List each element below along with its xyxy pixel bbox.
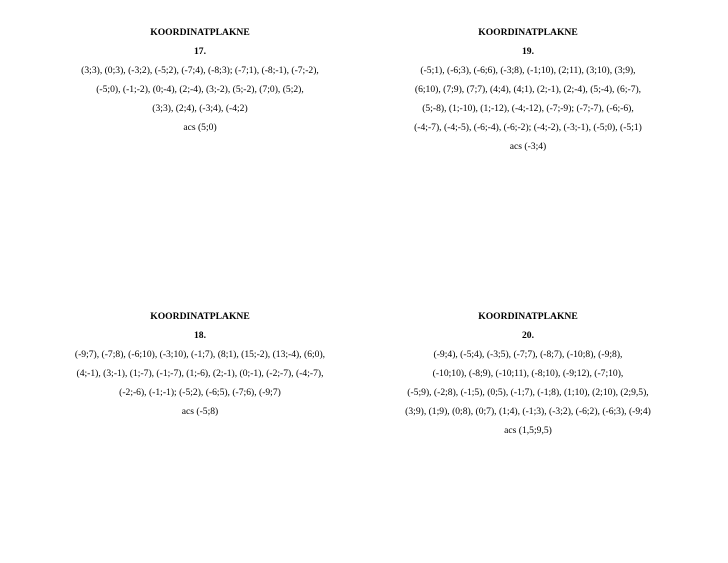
coordinates-line: (-2;-6), (-1;-1); (-5;2), (-6;5), (-7;6), (-9;7) [119, 387, 281, 398]
coordinates-line: (-4;-7), (-4;-5), (-6;-4), (-6;-2); (-4;-2), (-3;-1), (-5;0), (-5;1) [414, 122, 642, 133]
coordinates-line: (-5;1), (-6;3), (-6;6), (-3;8), (-1;10), (2;11), (3;10), (3;9), [420, 65, 636, 76]
worksheet-18 [30, 307, 370, 421]
coordinates-line: (3;3), (2;4), (-3;4), (-4;2) [152, 103, 248, 114]
eye-coordinate: acs (-3;4) [509, 141, 547, 152]
worksheet-19 [358, 23, 698, 156]
worksheet-title: KOORDINATPLAKNE [150, 311, 250, 322]
worksheet-20 [358, 307, 698, 440]
coordinates-line: (5;-8), (1;-10), (1;-12), (-4;-12), (-7;-9); (-7;-7), (-6;-6), [422, 103, 634, 114]
coordinates-line: (-9;4), (-5;4), (-3;5), (-7;7), (-8;7), (-10;8), (-9;8), [433, 349, 623, 360]
worksheet-number: 17. [194, 46, 206, 57]
coordinates-line: (4;-1), (3;-1), (1;-7), (-1;-7), (1;-6), (2;-1), (0;-1), (-2;-7), (-4;-7), [76, 368, 324, 379]
coordinates-line: (6;10), (7;9), (7;7), (4;4), (4;1), (2;-1), (2;-4), (5;-4), (6;-7), [414, 84, 642, 95]
coordinates-line: (-5;9), (-2;8), (-1;5), (0;5), (-1;7), (-1;8), (1;10), (2;10), (2;9,5), [407, 387, 649, 398]
eye-coordinate: acs (-5;8) [181, 406, 219, 417]
coordinates-line: (-5;0), (-1;-2), (0;-4), (2;-4), (3;-2), (5;-2), (7;0), (5;2), [96, 84, 304, 95]
coordinates-line: (3;3), (0;3), (-3;2), (-5;2), (-7;4), (-8;3); (-7;1), (-8;-1), (-7;-2), [81, 65, 319, 76]
worksheet-title: KOORDINATPLAKNE [150, 27, 250, 38]
worksheet-number: 20. [522, 330, 534, 341]
coordinates-line: (-9;7), (-7;8), (-6;10), (-3;10), (-1;7), (8;1), (15;-2), (13;-4), (6;0), [74, 349, 326, 360]
worksheet-number: 18. [194, 330, 206, 341]
coordinates-line: (3;9), (1;9), (0;8), (0;7), (1;4), (-1;3), (-3;2), (-6;2), (-6;3), (-9;4) [405, 406, 651, 417]
worksheet-title: KOORDINATPLAKNE [478, 311, 578, 322]
worksheet-number: 19. [522, 46, 534, 57]
eye-coordinate: acs (1,5;9,5) [504, 425, 552, 436]
worksheet-17 [30, 23, 370, 137]
coordinates-line: (-10;10), (-8;9), (-10;11), (-8;10), (-9;12), (-7;10), [432, 368, 624, 379]
worksheet-title: KOORDINATPLAKNE [478, 27, 578, 38]
eye-coordinate: acs (5;0) [183, 122, 217, 133]
